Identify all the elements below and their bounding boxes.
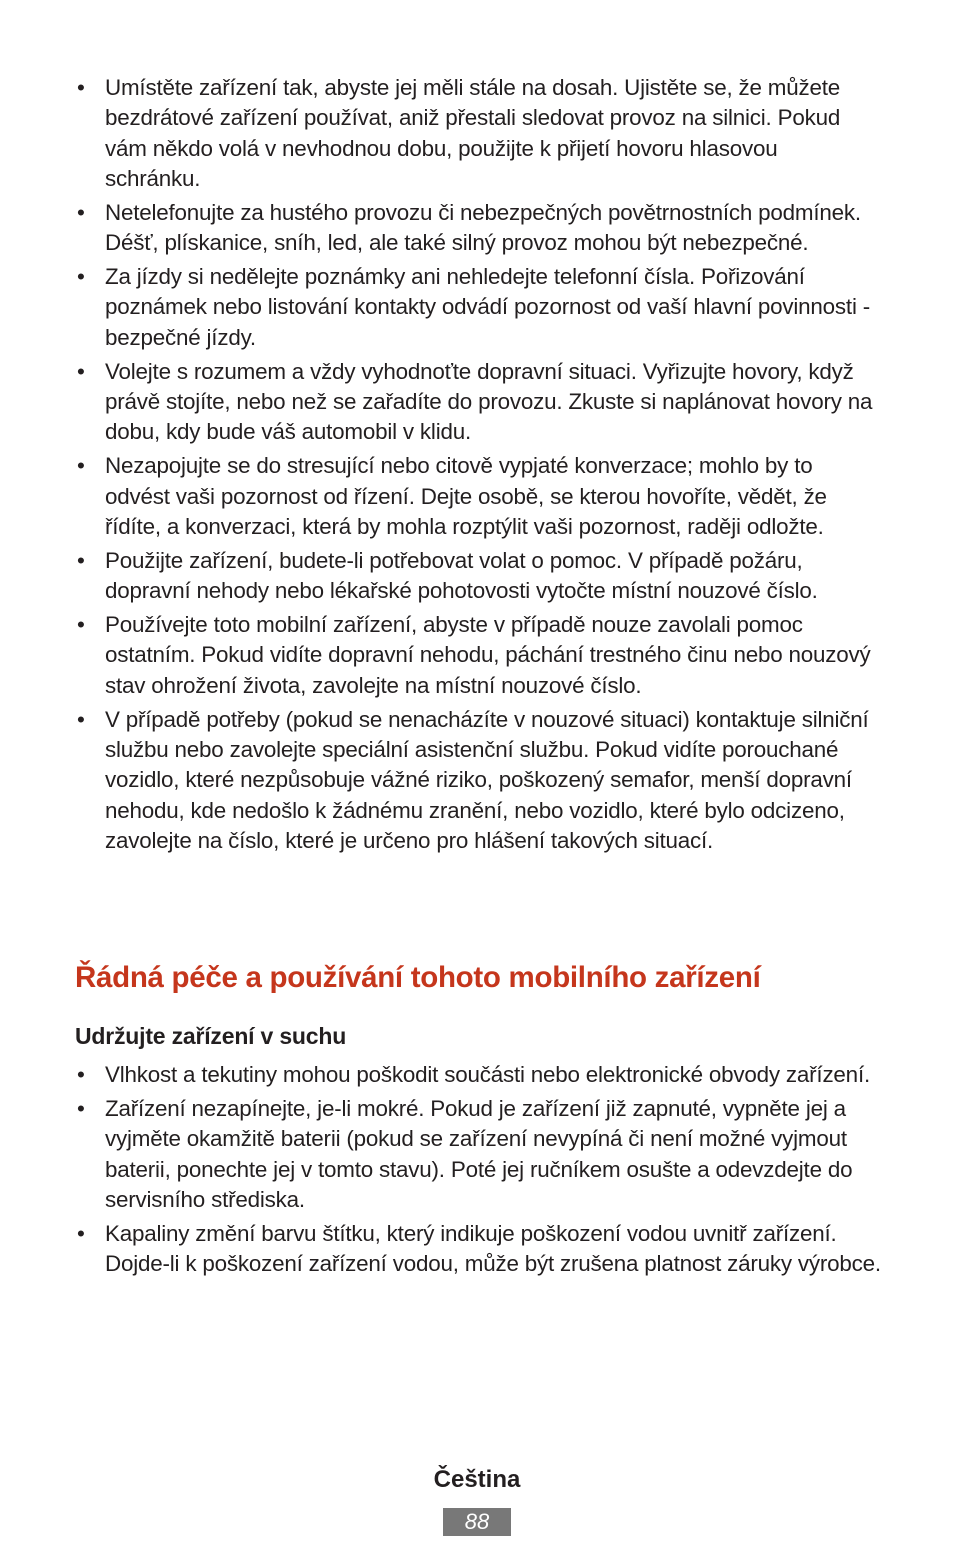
- list-item: • Vlhkost a tekutiny mohou poškodit součásti nebo elektronické obvody zařízení.: [75, 1060, 883, 1090]
- list-item: • Nezapojujte se do stresující nebo citově vypjaté konverzace; mohlo by to odvést vaši pozornost od řízení. Dejte osobě, se kterou hovoříte, vědět, že řídíte, a konverzaci, která by mohla rozptýlit vaši pozornost, raději odložte.: [75, 451, 875, 542]
- device-care-list: [75, 1060, 883, 1283]
- list-item: • Kapaliny změní barvu štítku, který indikuje poškození vodou uvnitř zařízení. Dojde-li k poškození zařízení vodou, může být zrušena platnost záruky výrobce.: [75, 1219, 883, 1280]
- driving-safety-list: [75, 73, 875, 860]
- list-item: • Použijte zařízení, budete-li potřebovat volat o pomoc. V případě požáru, dopravní nehody nebo lékařské pohotovosti vytočte místní nouzové číslo.: [75, 546, 875, 607]
- list-item: • Umístěte zařízení tak, abyste jej měli stále na dosah. Ujistěte se, že můžete bezdrátové zařízení používat, aniž přestali sledovat provoz na silnici. Pokud vám někdo volá v nevhodnou dobu, použijte k přijetí hovoru hlasovou schránku.: [75, 73, 875, 194]
- page-number: 88: [443, 1508, 511, 1536]
- footer-language-label: Čeština: [433, 1466, 521, 1493]
- section-heading: Řádná péče a používání tohoto mobilního zařízení: [75, 961, 761, 994]
- subsection-heading: Udržujte zařízení v suchu: [75, 1023, 347, 1049]
- list-item: • Zařízení nezapínejte, je-li mokré. Pokud je zařízení již zapnuté, vypněte jej a vyjměte okamžitě baterii (pokud se zařízení nevypíná či není možné vyjmout baterii, ponechte jej v tomto stavu). Poté jej ručníkem osušte a odevzdejte do servisního střediska.: [75, 1094, 883, 1215]
- list-item: • Za jízdy si nedělejte poznámky ani nehledejte telefonní čísla. Pořizování poznámek nebo listování kontakty odvádí pozornost od vaší hlavní povinnosti - bezpečné jízdy.: [75, 262, 875, 353]
- list-item: • Volejte s rozumem a vždy vyhodnoťte dopravní situaci. Vyřizujte hovory, když právě stojíte, nebo než se zařadíte do provozu. Zkuste si naplánovat hovory na dobu, kdy bude váš automobil v klidu.: [75, 357, 875, 448]
- list-item: • Používejte toto mobilní zařízení, abyste v případě nouze zavolali pomoc ostatním. Pokud vidíte dopravní nehodu, páchání trestného činu nebo nouzový stav ohrožení života, zavolejte na místní nouzové číslo.: [75, 610, 875, 701]
- list-item: • Netelefonujte za hustého provozu či nebezpečných povětrnostních podmínek. Déšť, plískanice, sníh, led, ale také silný provoz mohou být nebezpečné.: [75, 198, 875, 259]
- list-item: • V případě potřeby (pokud se nenacházíte v nouzové situaci) kontaktuje silniční službu nebo zavolejte speciální asistenční službu. Pokud vidíte porouchané vozidlo, které nezpůsobuje vážné riziko, poškozený semafor, menší dopravní nehodu, kde nedošlo k žádnému zranění, nebo vozidlo, které bylo odcizeno, zavolejte na číslo, které je určeno pro hlášení takových situací.: [75, 705, 875, 856]
